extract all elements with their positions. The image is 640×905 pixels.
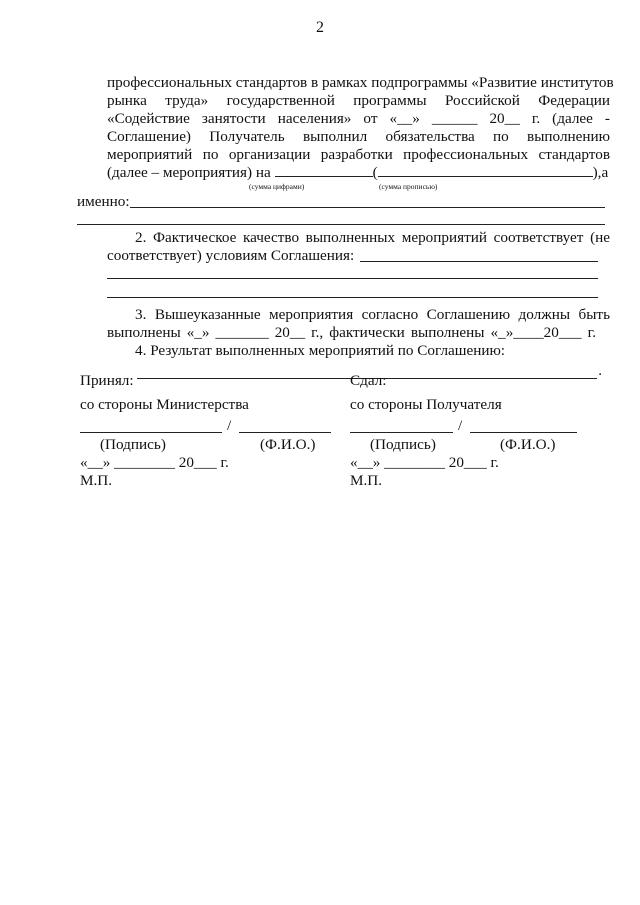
signature-right	[350, 372, 610, 490]
left-date: «__» ________ 20___ г.	[80, 454, 229, 471]
caption-words: (сумма прописью)	[379, 182, 438, 191]
right-sign-caption: (Подпись)	[370, 436, 436, 453]
paragraph3-line-2: выполнены «_» _______ 20__ г., фактически выполнены «_»____20___ г.	[107, 324, 596, 341]
right-date: «__» ________ 20___ г.	[350, 454, 499, 471]
left-side-label: со стороны Министерства	[80, 396, 249, 413]
caption-digits: (сумма цифрами)	[249, 182, 305, 191]
left-name-line[interactable]	[239, 432, 331, 433]
signature-left	[80, 372, 340, 490]
paragraph1-line-1: профессиональных стандартов в рамках подпрограммы «Развитие институтов	[107, 74, 614, 91]
left-sign-caption: (Подпись)	[100, 436, 166, 453]
quality-blank-2[interactable]	[107, 278, 598, 279]
paragraph1-line-4: Соглашение) Получатель выполнил обязательства по выполнению	[107, 128, 610, 145]
paragraph3-line-1: 3. Вышеуказанные мероприятия согласно Соглашению должны быть	[135, 306, 610, 323]
right-name-line[interactable]	[470, 432, 577, 433]
details-blank-1[interactable]	[130, 207, 605, 208]
left-stamp: М.П.	[80, 472, 113, 489]
paragraph1-line7-label: именно:	[77, 193, 130, 210]
right-signature-line[interactable]	[350, 432, 453, 433]
paragraph2-line2-text: соответствует) условиям Соглашения:	[107, 247, 355, 264]
paragraph1-line-5: мероприятий по организации разработки профессиональных стандартов	[107, 146, 610, 163]
paragraph1-line-7	[77, 193, 610, 211]
paren-open: (	[372, 164, 378, 181]
quality-blank-1[interactable]	[360, 261, 598, 262]
left-slash: /	[227, 417, 232, 434]
right-stamp: М.П.	[350, 472, 383, 489]
paragraph1-line-6	[107, 164, 610, 182]
right-heading: Сдал:	[350, 372, 387, 389]
amount-digits-blank[interactable]	[275, 176, 373, 177]
left-name-caption: (Ф.И.О.)	[260, 436, 316, 453]
page-number: 2	[316, 19, 324, 36]
paragraph2-line-1: 2. Фактическое качество выполненных мероприятий соответствует (не	[135, 229, 610, 246]
paragraph1-line6-end: ),а	[592, 164, 609, 181]
signature-block	[0, 372, 640, 492]
paragraph1-line-2: рынка труда» государственной программы Российской Федерации	[107, 92, 610, 109]
paragraph1-line-3: «Содействие занятости населения» от «__» ______ 20__ г. (далее -	[107, 110, 610, 127]
right-name-caption: (Ф.И.О.)	[500, 436, 556, 453]
paragraph4-end-mark: .	[598, 362, 602, 379]
amount-words-blank[interactable]	[378, 176, 593, 177]
amount-captions	[107, 182, 610, 193]
left-signature-line[interactable]	[80, 432, 222, 433]
paragraph1-line6-start: (далее – мероприятия) на	[107, 164, 271, 181]
right-side-label: со стороны Получателя	[350, 396, 502, 413]
paragraph4-line-1: 4. Результат выполненных мероприятий по Соглашению:	[135, 342, 506, 359]
paragraph2-line-2	[107, 247, 610, 265]
right-slash: /	[458, 417, 463, 434]
left-heading: Принял:	[80, 372, 134, 389]
